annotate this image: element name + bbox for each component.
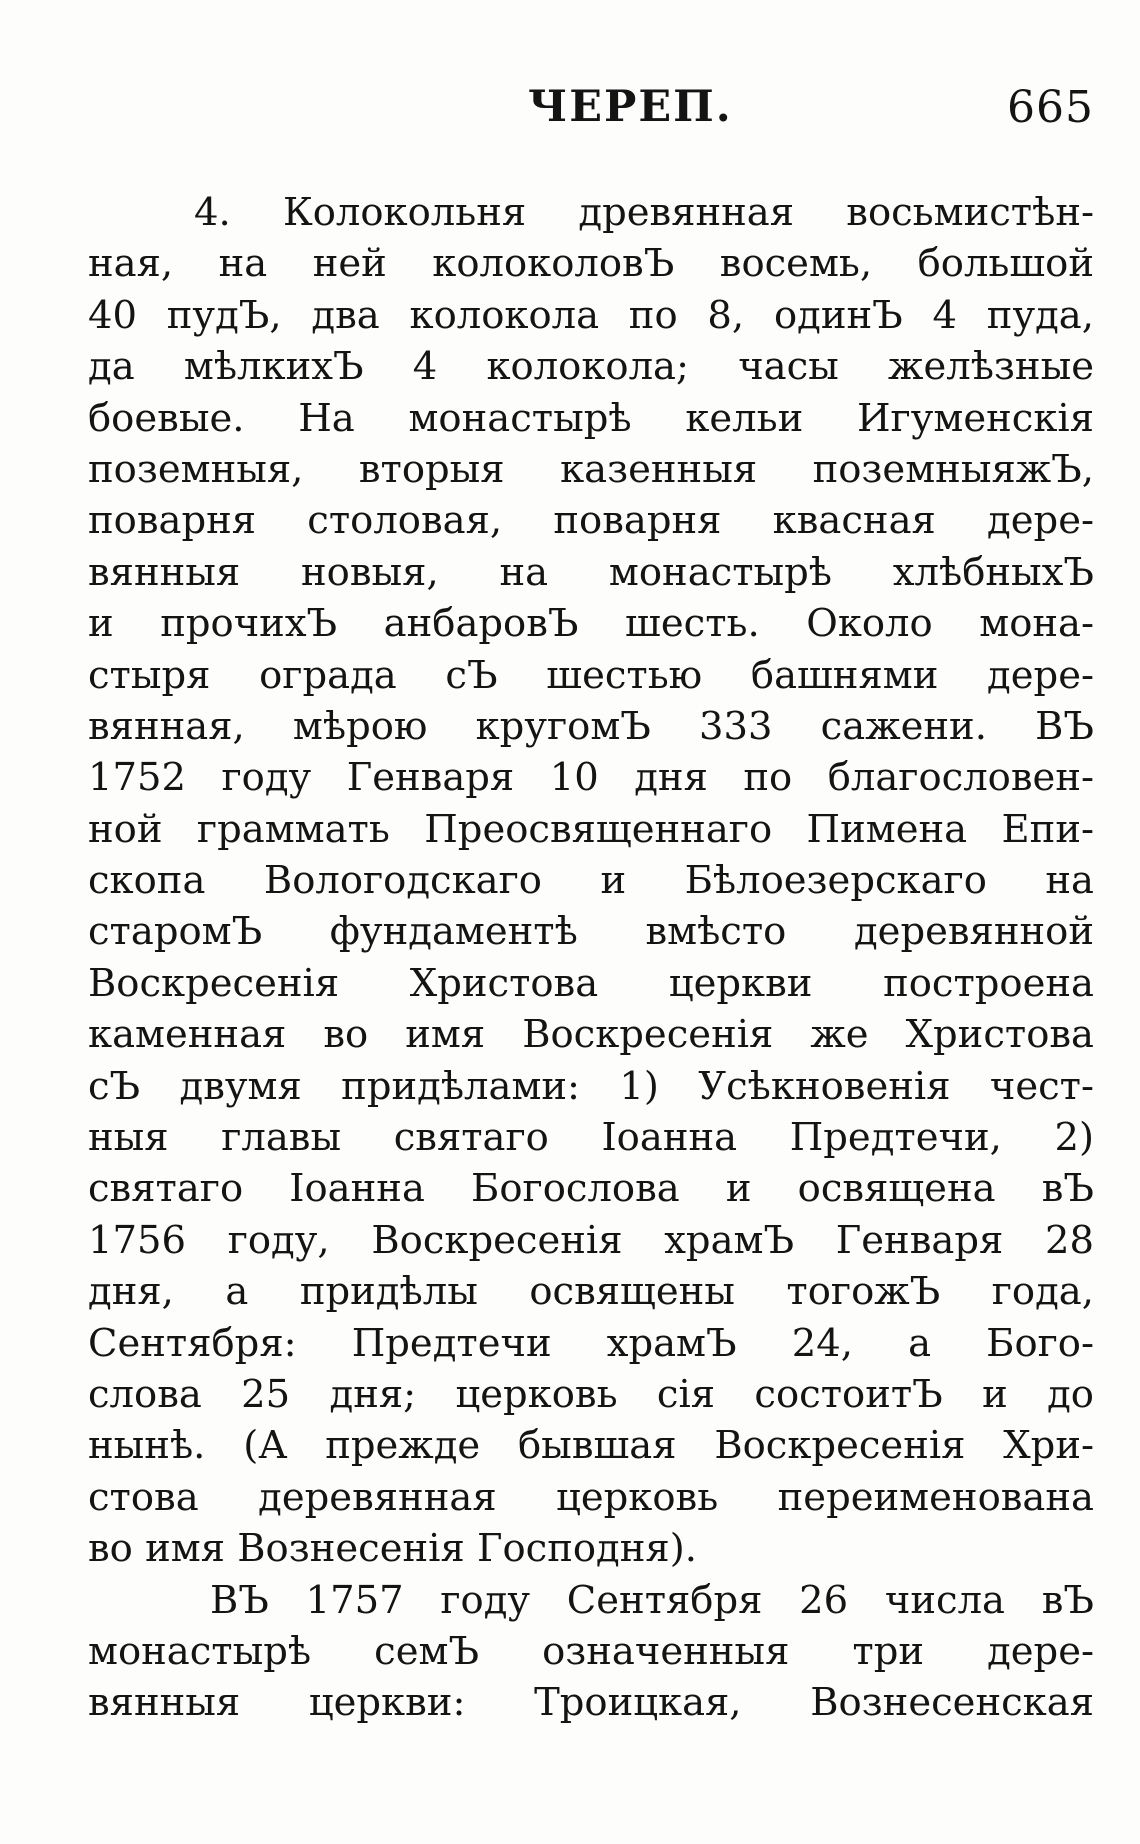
text-line: стыря ограда сЪ шестью башнями дере- <box>88 652 1094 698</box>
text-line: вянныя новыя, на монастырѣ хлѣбныхЪ <box>88 549 1094 595</box>
text-line: каменная во имя Воскресенія же Христова <box>88 1012 1094 1058</box>
running-head: ЧЕРЕП. <box>528 82 733 132</box>
text-line: монастырѣ семЪ означенныя три дере- <box>88 1628 1094 1674</box>
text-line: святаго Іоанна Богослова и освящена вЪ <box>88 1166 1094 1212</box>
text-line: дня, а придѣлы освящены тогожЪ года, <box>88 1269 1094 1315</box>
text-line: во имя Вознесенія Господня). <box>88 1526 697 1572</box>
text-line: поземныя, вторыя казенныя поземныяжЪ, <box>88 446 1094 492</box>
text-line: боевые. На монастырѣ кельи Игуменскія <box>88 395 1094 441</box>
text-line: скопа Вологодскаго и Бѣлоезерскаго на <box>88 858 1094 904</box>
text-line: 40 пудЪ, два колокола по 8, одинЪ 4 пуда, <box>88 292 1094 338</box>
text-line: ной граммать Преосвященнаго Пимена Епи- <box>88 806 1094 852</box>
text-line: слова 25 дня; церковь сія состоитЪ и до <box>88 1371 1094 1417</box>
text-line: ВЪ 1757 году Сентября 26 числа вЪ <box>210 1577 1094 1623</box>
text-line: ная, на ней колоколовЪ восемь, большой <box>88 241 1094 287</box>
text-line: да мѣлкихЪ 4 колокола; часы желѣзные <box>88 344 1094 390</box>
text-line: вянная, мѣрою кругомЪ 333 сажени. ВЪ <box>88 703 1094 749</box>
text-line: Сентября: Предтечи храмЪ 24, а Бого- <box>88 1320 1094 1366</box>
text-line: 1752 году Генваря 10 дня по благословен- <box>88 755 1094 801</box>
text-line: старомЪ фундаментѣ вмѣсто деревянной <box>88 909 1094 955</box>
text-line: стова деревянная церковь переименована <box>88 1474 1094 1520</box>
text-line: и прочихЪ анбаровЪ шесть. Около мона- <box>88 601 1094 647</box>
text-line: вянныя церкви: Троицкая, Вознесенская <box>88 1680 1094 1726</box>
text-line: Воскресенія Христова церкви построена <box>88 960 1094 1006</box>
text-line: сЪ двумя придѣлами: 1) Усѣкновенія чест- <box>88 1063 1094 1109</box>
text-line: 4. Колокольня древянная восьмистѣн- <box>194 190 1094 235</box>
text-line: поварня столовая, поварня квасная дере- <box>88 498 1094 544</box>
text-line: нынѣ. (А прежде бывшая Воскресенія Хри- <box>88 1423 1094 1469</box>
text-line: ныя главы святаго Іоанна Предтечи, 2) <box>88 1115 1094 1161</box>
body-text <box>88 187 1094 1729</box>
page-header <box>88 82 1094 142</box>
text-line: 1756 году, Воскресенія храмЪ Генваря 28 <box>88 1217 1094 1263</box>
page-number: 665 <box>1007 82 1094 133</box>
